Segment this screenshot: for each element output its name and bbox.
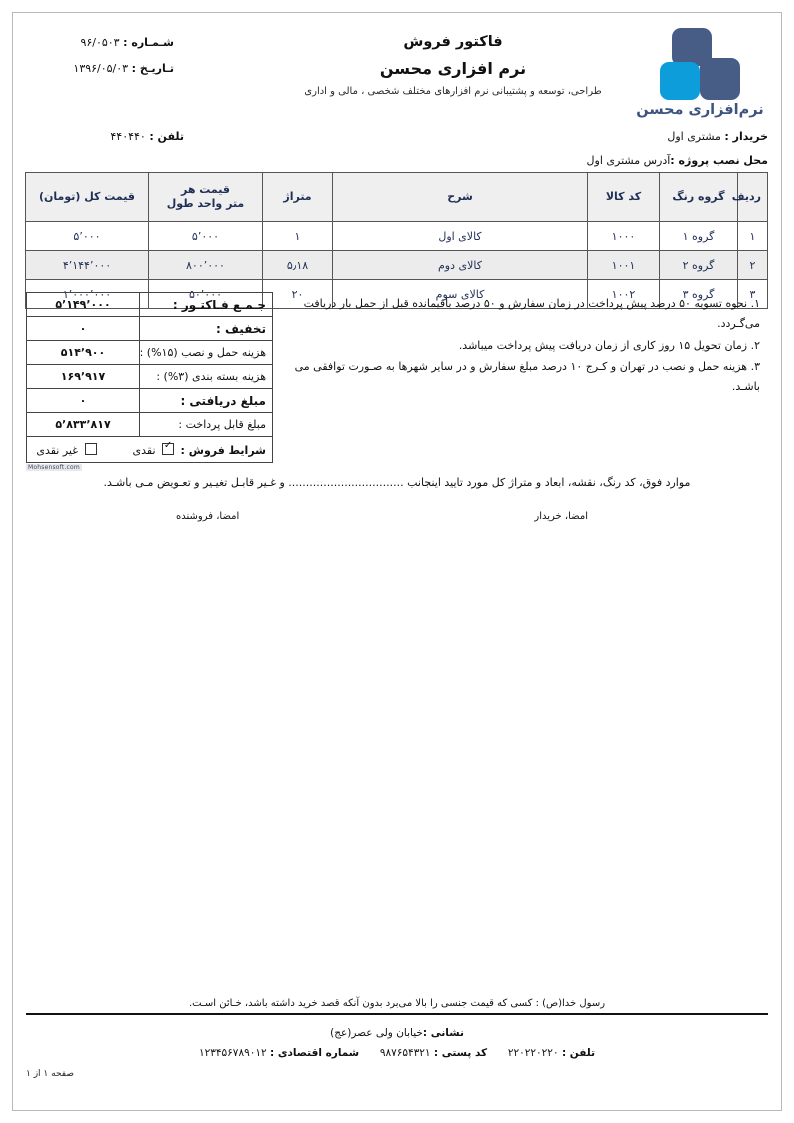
table-header-row [26,173,768,222]
buyer-info [308,130,768,178]
cell-description: کالای اول [333,222,588,251]
cell-index: ۳ [738,280,768,309]
totals-and-terms [26,292,768,471]
col-area: متراژ [263,173,333,222]
col-description: شرح [333,173,588,222]
term-item: ۲. زمان تحویل ۱۵ روز کاری از زمان دریافت پیش پرداخت میباشد. [458,338,760,352]
postal-code-value: ۹۸۷۶۵۴۳۲۱ [379,1047,431,1059]
buyer-value: مشتری اول [667,130,721,143]
economic-number-label: شماره اقتصادی : [270,1047,360,1059]
cell-total-price: ۴٬۱۴۴٬۰۰۰ [26,251,149,280]
cell-item-code: ۱۰۰۲ [588,280,660,309]
company-logo [632,28,768,118]
document-title: فاکتور فروش [403,34,503,50]
subtotal-value: ۵٬۱۴۹٬۰۰۰ [27,293,140,317]
header-phone-label: تلفن : [149,130,184,143]
cell-unit-price: ۵۰٬۰۰۰ [149,280,263,309]
cell-area: ۱ [263,222,333,251]
totals-row-subtotal [27,293,273,317]
footer-phone-value: ۲۲۰۲۲۰۲۲۰ [507,1047,559,1059]
payable-label: مبلغ قابل پرداخت : [140,413,273,437]
term-item: ۱. نحوه تسویه ۵۰ درصد پیش پرداخت در زمان سفارش و ۵۰ درصد باقیمانده قبل از حمل بار دریافت می‌گـردد. [303,297,760,331]
company-name: نرم افزاری محسن [379,59,527,78]
invoice-date-line [26,62,266,75]
col-unit-price-line2: متر واحد طول [166,197,245,210]
footer-address-line [26,1027,768,1039]
invoice-number-value: ۹۶/۰۵۰۳ [80,36,120,49]
company-subtitle: طراحی، توسعه و پشتیبانی نرم افزارهای مختلف شخصی ، مالی و اداری [304,86,602,97]
logo-square-accent-icon [660,62,700,100]
cell-area: ۵٫۱۸ [263,251,333,280]
header-phone-value: ۴۴۰۴۴۰ [110,130,146,143]
cell-area: ۲۰ [263,280,333,309]
cell-unit-price: ۸۰۰٬۰۰۰ [149,251,263,280]
cell-item-code: ۱۰۰۱ [588,251,660,280]
col-index: ردیف [738,173,768,222]
col-item-code: کد کالا [588,173,660,222]
page-number: صفحه ۱ از ۱ [26,1069,74,1079]
discount-value: ۰ [27,317,140,341]
totals-row-received [27,389,273,413]
col-total-price: قیمت کل (تومان) [26,173,149,222]
invoice-number-label: شـمـاره : [123,36,174,49]
payable-value: ۵٬۸۳۳٬۸۱۷ [27,413,140,437]
totals-row-packaging [27,365,273,389]
packaging-value: ۱۶۹٬۹۱۷ [27,365,140,389]
header-phone-line [26,130,276,143]
buyer-signature-label: امضا، خریدار [534,511,588,522]
table-row [26,222,768,251]
site-watermark: Mohsensoft.com [28,464,80,471]
credit-checkbox[interactable] [85,443,97,455]
address-label: نشانی : [422,1027,464,1039]
project-site-value: آدرس مشتری اول [586,154,671,167]
cell-total-price: ۵٬۰۰۰ [26,222,149,251]
footer-divider [26,1013,768,1015]
cell-index: ۱ [738,222,768,251]
invoice-date-value: ۱۳۹۶/۰۵/۰۳ [73,62,129,75]
received-value: ۰ [27,389,140,413]
terms-list [273,292,768,399]
totals-row-discount [27,317,273,341]
invoice-meta [26,36,266,88]
col-unit-price-line1: قیمت هر [180,183,230,197]
cell-unit-price: ۵٬۰۰۰ [149,222,263,251]
sale-conditions-row [27,437,273,463]
table-row [26,251,768,280]
totals-row-payable [27,413,273,437]
cell-total-price: ۱٬۰۰۰٬۰۰۰ [26,280,149,309]
page-content [26,26,768,1097]
logo-wordmark: نرم‌افزاری محسن [636,102,764,118]
packaging-label: هزینه بسته بندی (۳%) : [140,365,273,389]
logo-mark-icon [652,28,748,100]
cell-color-group: گروه ۲ [660,251,738,280]
cell-index: ۲ [738,251,768,280]
cash-checkbox[interactable] [162,443,174,455]
totals-row-shipping [27,341,273,365]
footer-contact-line [26,1047,768,1059]
credit-label: غیر نقدی [36,443,79,457]
project-site-label: محل نصب پروژه : [670,154,768,167]
buyer-line [308,130,768,143]
discount-label: تخفیف : [140,317,273,341]
postal-code-label: کد پستی : [433,1047,488,1059]
received-label: مبلغ دریافتی : [140,389,273,413]
items-table [25,172,768,309]
footer-phone-label: تلفن : [561,1047,596,1059]
subtotal-label: جـمـع فـاکتـور : [140,293,273,317]
cell-color-group: گروه ۳ [660,280,738,309]
cell-description: کالای سوم [333,280,588,309]
seller-signature-label: امضا، فروشنده [176,511,240,522]
sale-conditions-label: شرایط فروش : [180,443,266,457]
col-unit-price [149,173,263,222]
declaration-text: موارد فوق، کد رنگ، نقشه، ابعاد و متراژ کل مورد تایید اینجانب ................................. و غـیر قابـل تغیـیر و تعـویض مـی باشـد. [103,476,691,489]
shipping-value: ۵۱۴٬۹۰۰ [27,341,140,365]
shipping-label: هزینه حمل و نصب (۱۵%) : [140,341,273,365]
invoice-date-label: تـاریـخ : [131,62,174,75]
term-item: ۳. هزینه حمل و نصب در تهران و کـرج ۱۰ درصد مبلغ سفارش و در سایر شهرها به صـورت توافقی می باشـد. [294,360,760,394]
invoice-number-line [26,36,266,49]
cell-description: کالای دوم [333,251,588,280]
buyer-label: خریدار : [724,130,768,143]
hadith-quote: رسول خدا(ص) : کسی که قیمت جنسی را بالا می‌برد بدون آنکه قصد خرید داشته باشد، خـائن اسـت. [188,998,606,1009]
document-header [26,26,768,167]
logo-square-right-icon [700,58,740,100]
address-value: خیابان ولی عصر(عج) [330,1027,423,1039]
cash-label: نقدی [132,443,156,457]
project-site-line [308,154,768,167]
totals-table [26,292,273,463]
cell-color-group: گروه ۱ [660,222,738,251]
col-color-group: گروه رنگ [660,173,738,222]
title-block [288,34,618,97]
sale-conditions-cell [27,437,273,463]
economic-number-value: ۱۲۳۴۵۶۷۸۹۰۱۲ [198,1047,267,1059]
cell-item-code: ۱۰۰۰ [588,222,660,251]
